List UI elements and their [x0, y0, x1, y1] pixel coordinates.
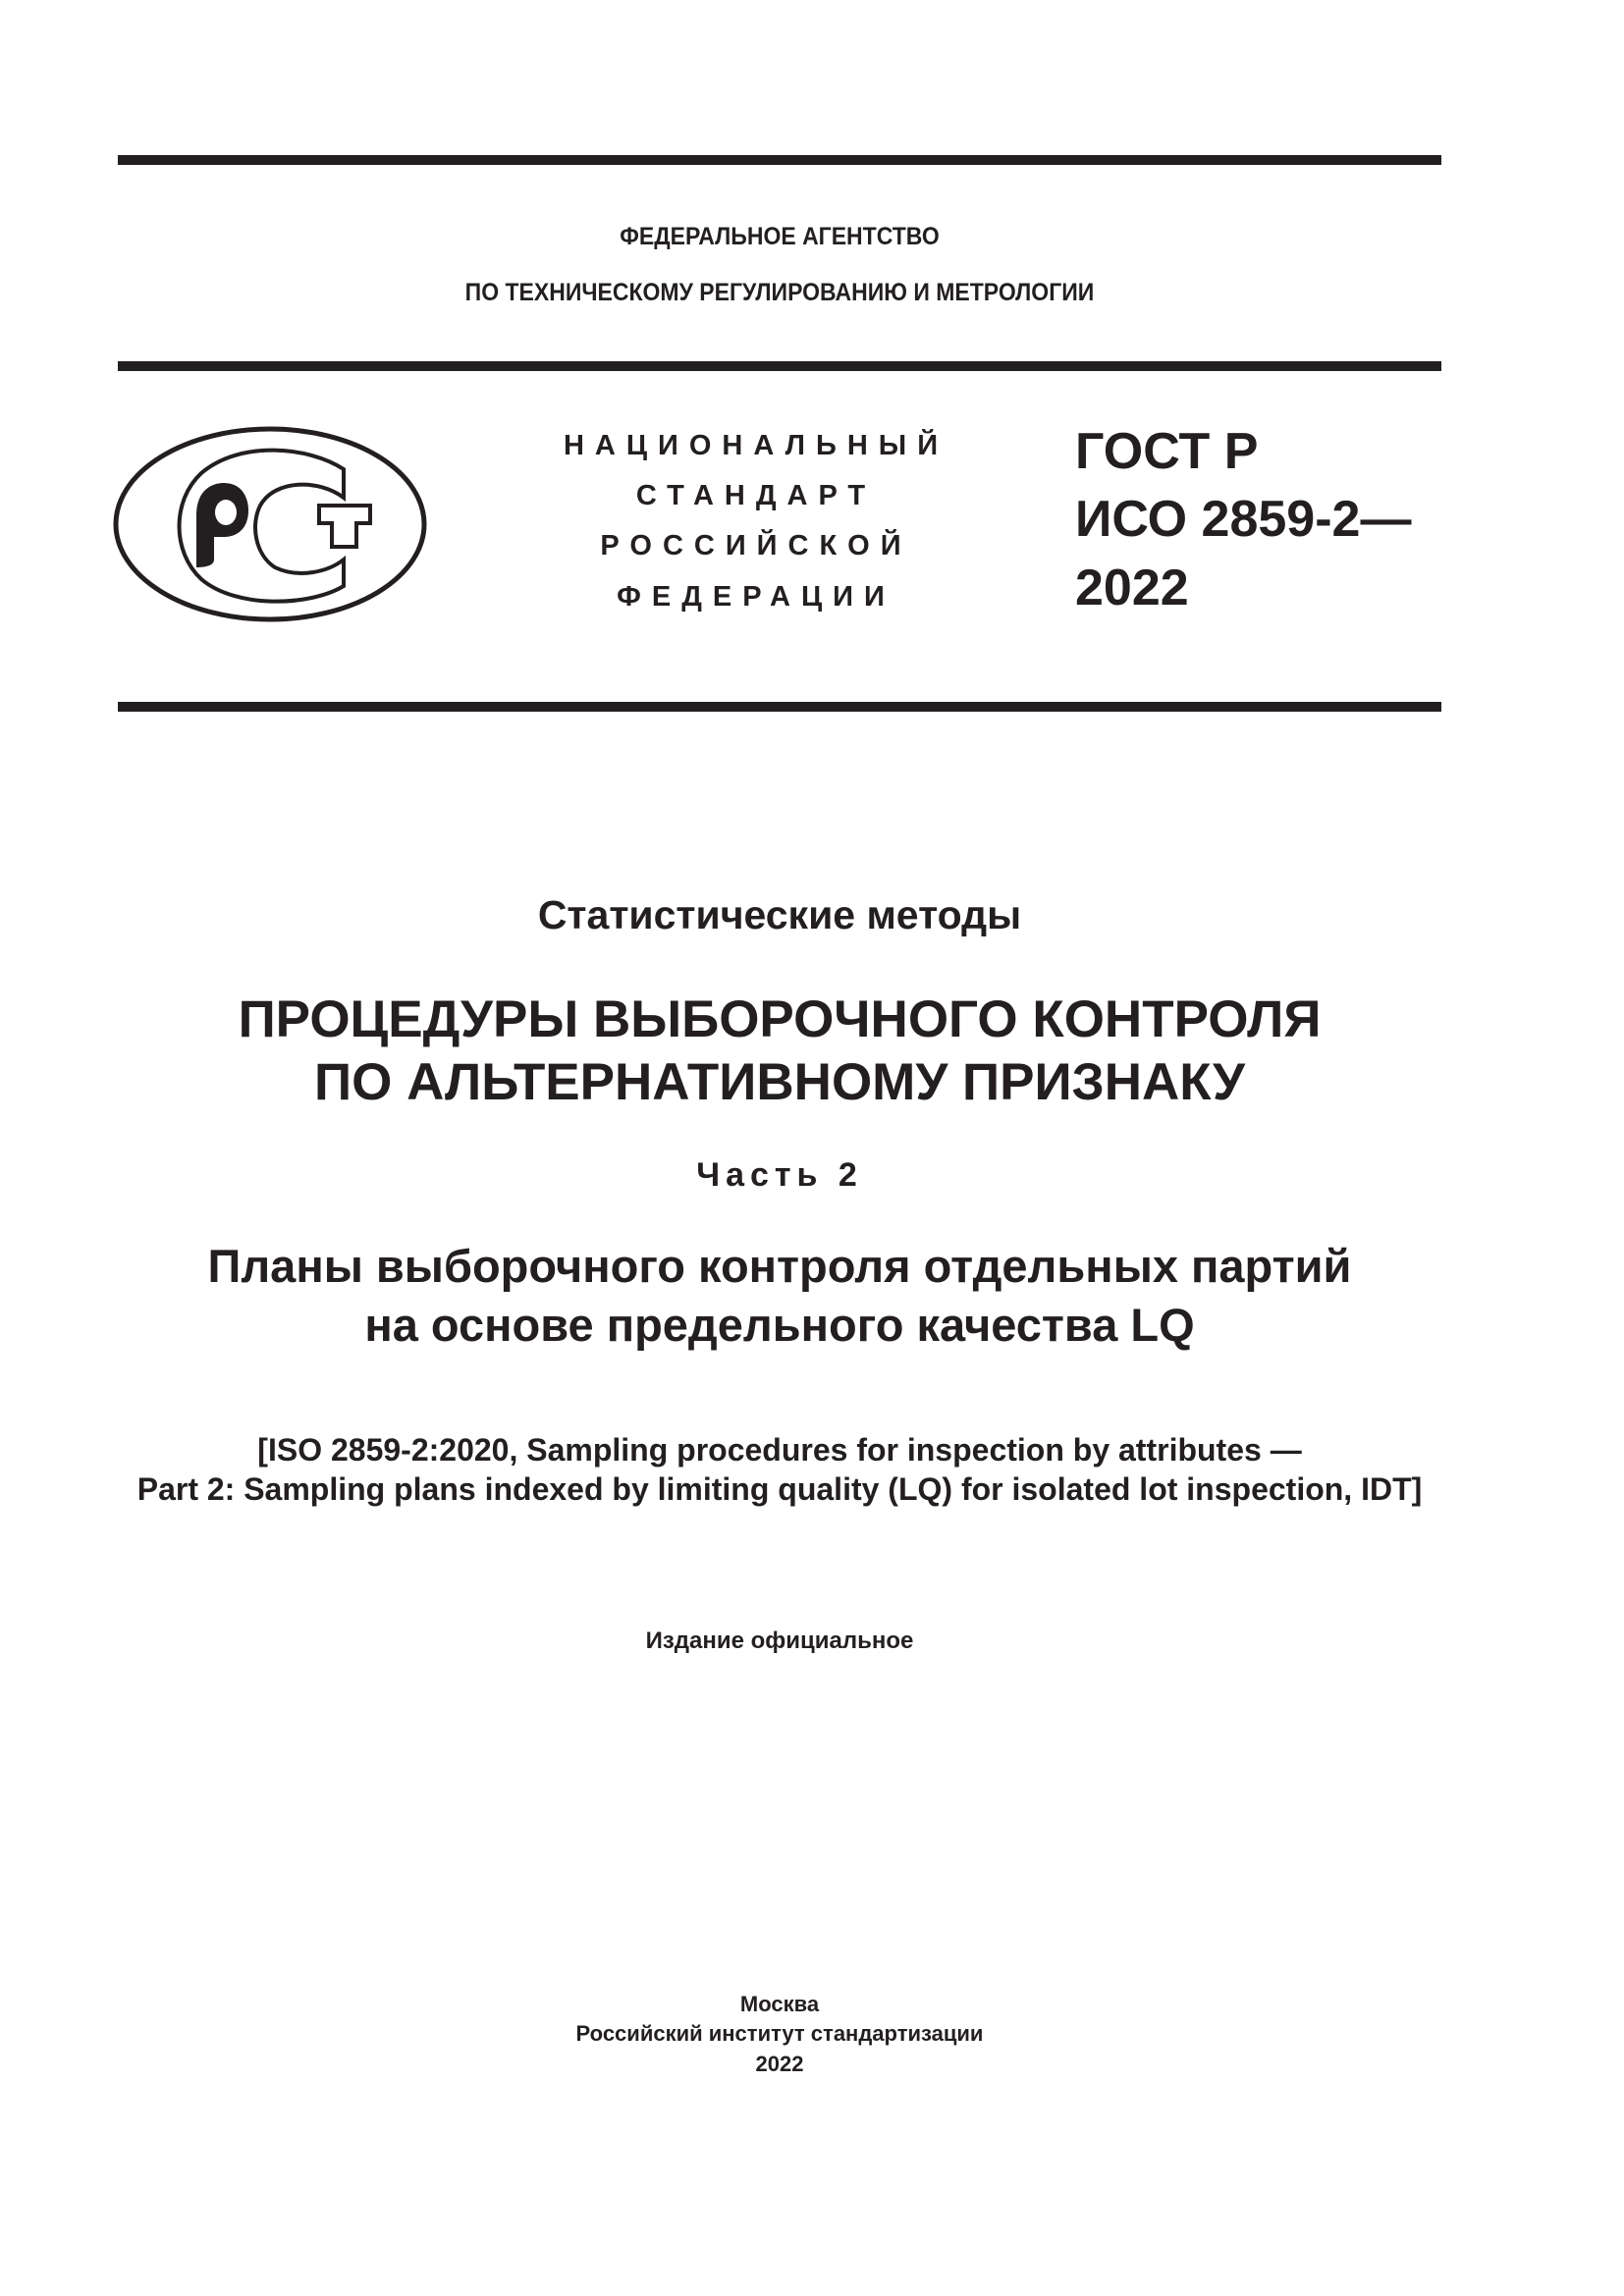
designation-line-1: ГОСТ Р: [1075, 423, 1259, 480]
national-line-4: ФЕДЕРАЦИИ: [617, 581, 895, 613]
iso-reference-line-2: Part 2: Sampling plans indexed by limiting quality (LQ) for isolated lot inspection, IDT]: [136, 1471, 1423, 1507]
part-title: Часть 2: [696, 1156, 863, 1194]
footer-publisher: Российский институт стандартизации: [575, 2021, 984, 2046]
general-title: Статистические методы: [537, 892, 1022, 937]
edition-label: Издание официальное: [645, 1628, 914, 1654]
designation-line-3: 2022: [1075, 560, 1189, 616]
agency-line-1: ФЕДЕРАЛЬНОЕ АГЕНТСТВО: [620, 223, 940, 250]
national-line-2: СТАНДАРТ: [635, 480, 877, 511]
footer-year: 2022: [755, 2052, 804, 2076]
rst-logo-icon: [108, 422, 442, 638]
sub-title-line-1: Планы выборочного контроля отдельных партий: [207, 1240, 1352, 1292]
national-line-3: РОССИЙСКОЙ: [600, 530, 912, 561]
footer-city: Москва: [739, 1992, 820, 2016]
national-line-1: НАЦИОНАЛЬНЫЙ: [563, 430, 949, 461]
sub-title-line-2: на основе предельного качества LQ: [364, 1299, 1195, 1351]
block-rule: [118, 702, 1441, 712]
top-rule: [118, 155, 1441, 165]
iso-reference-line-1: [ISO 2859-2:2020, Sampling procedures for inspection by attributes —: [257, 1432, 1302, 1468]
header-rule: [118, 361, 1441, 371]
main-title-line-2: ПО АЛЬТЕРНАТИВНОМУ ПРИЗНАКУ: [314, 1053, 1245, 1111]
main-title-line-1: ПРОЦЕДУРЫ ВЫБОРОЧНОГО КОНТРОЛЯ: [238, 990, 1322, 1048]
agency-line-2: ПО ТЕХНИЧЕСКОМУ РЕГУЛИРОВАНИЮ И МЕТРОЛОГИИ: [464, 279, 1095, 306]
designation-line-2: ИСО 2859-2—: [1075, 491, 1412, 548]
